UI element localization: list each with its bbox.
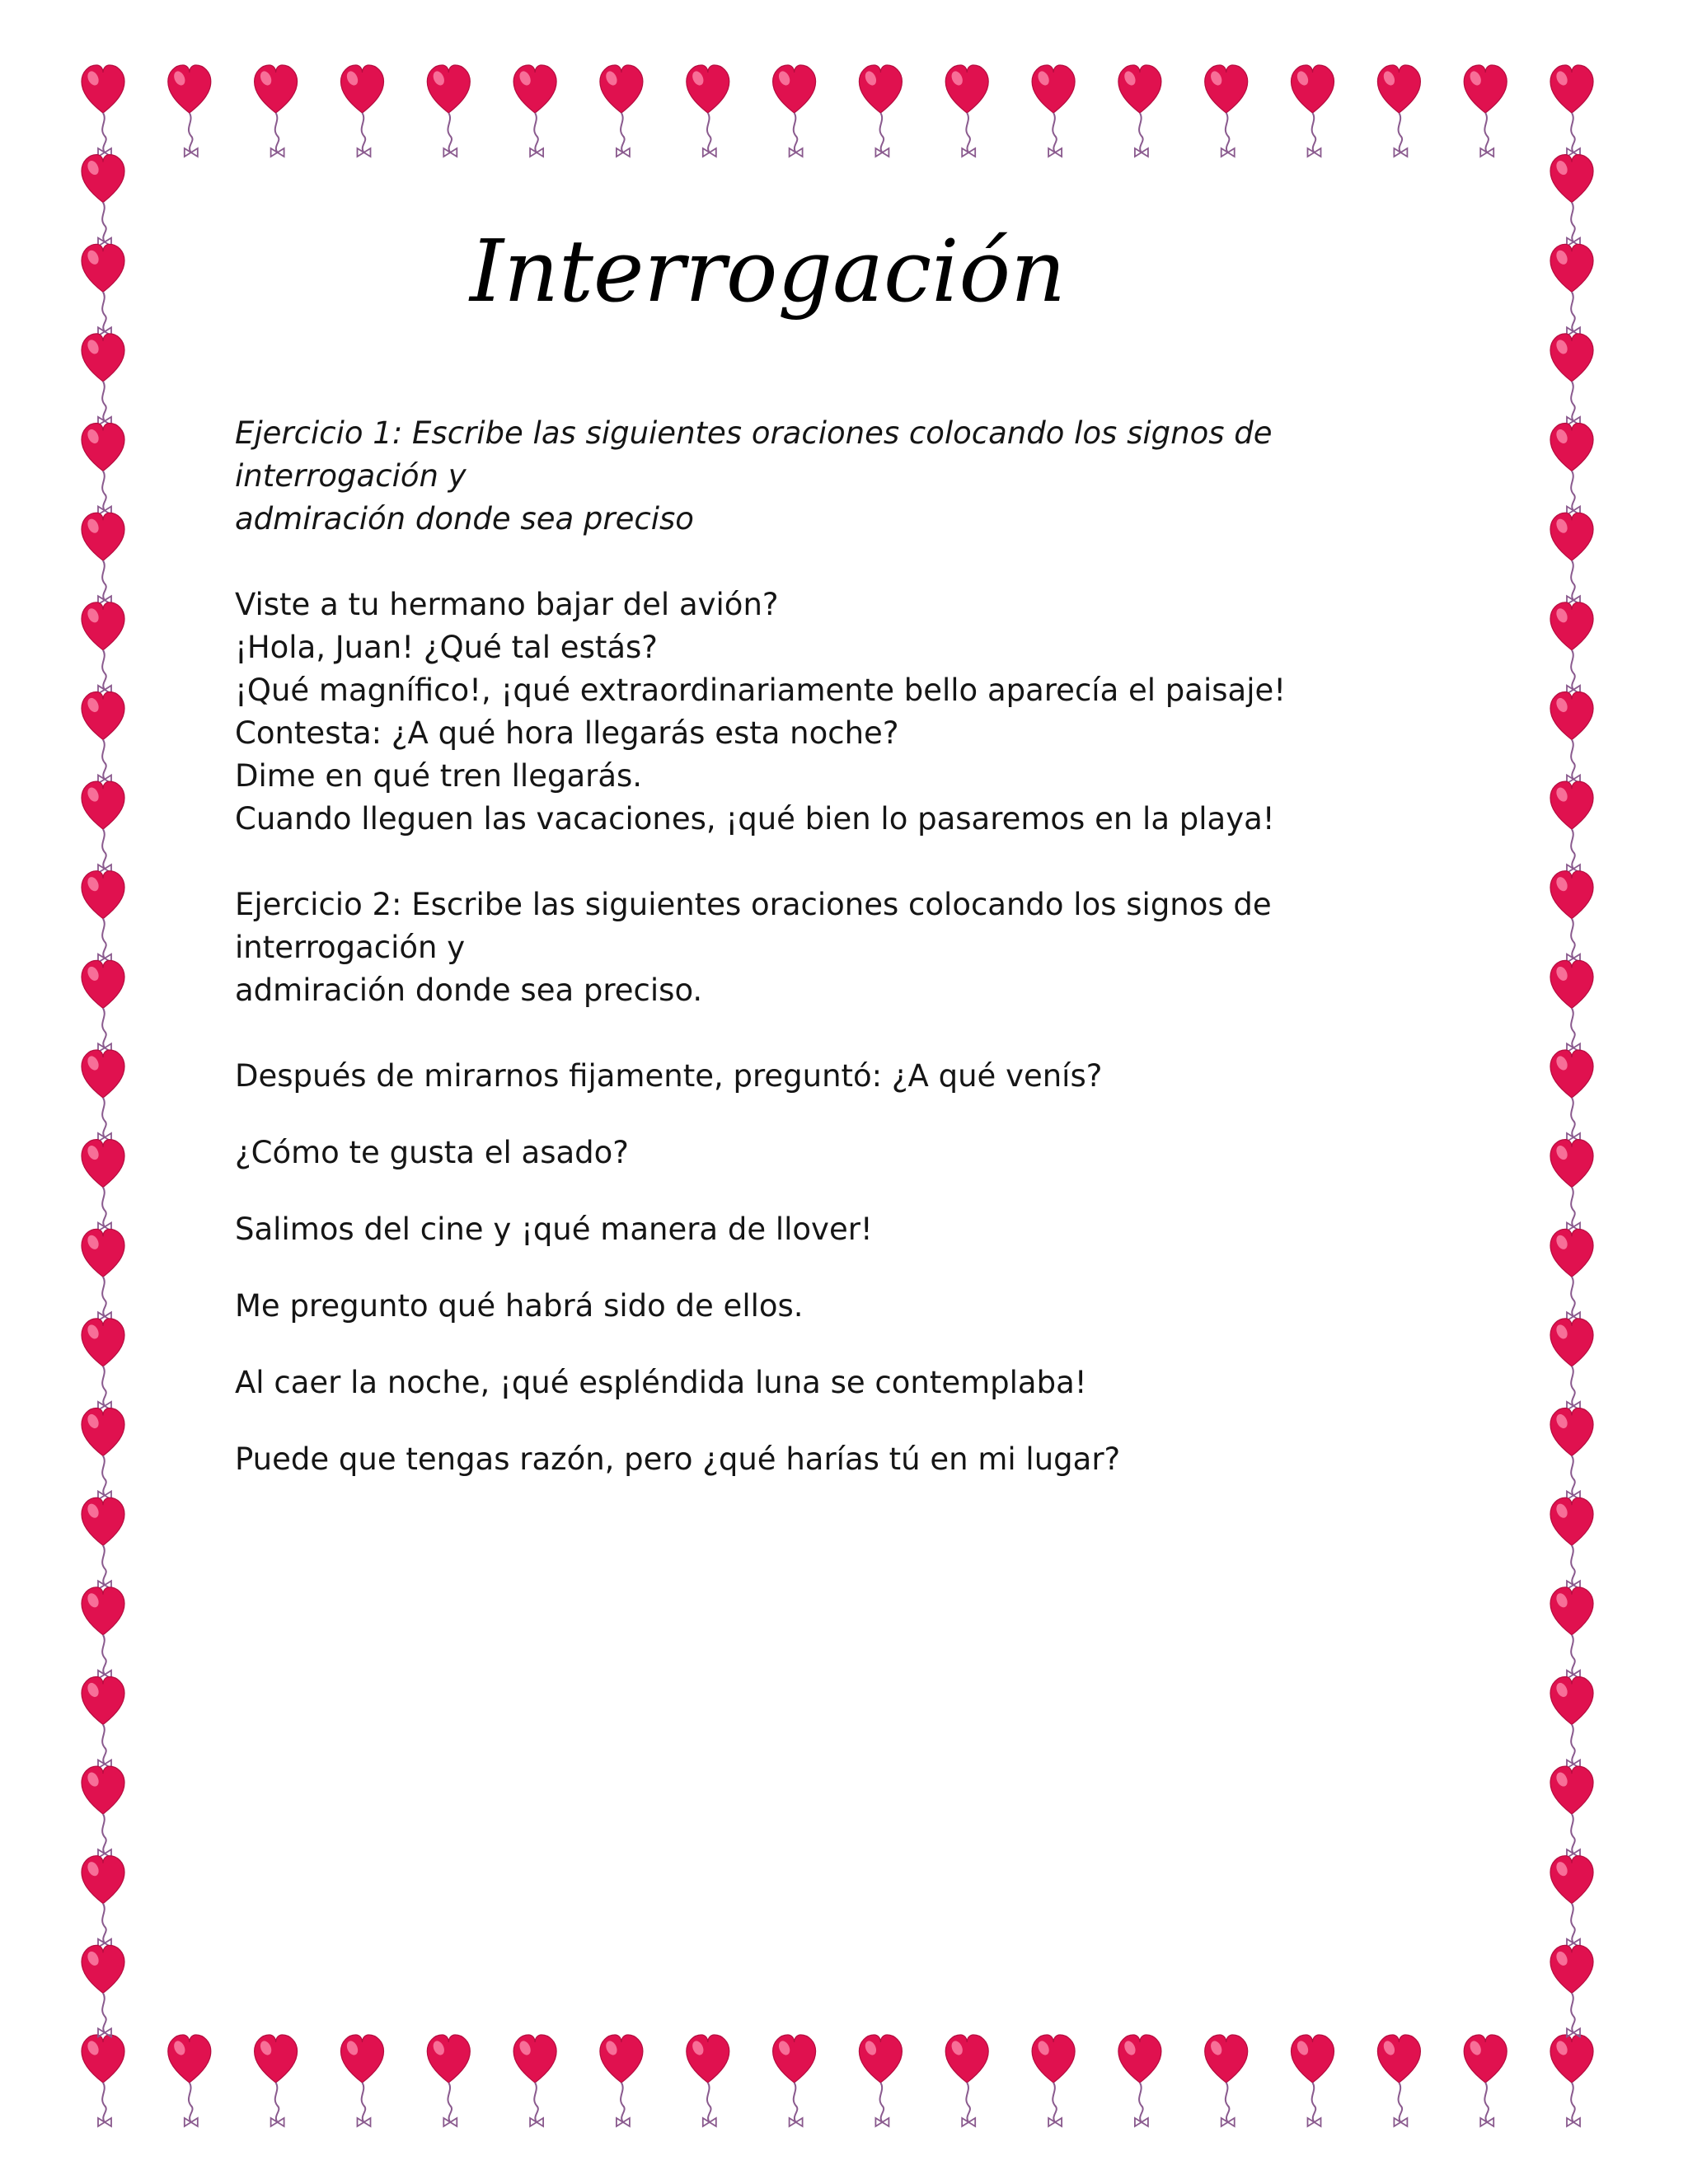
- heart-balloon-icon: [1550, 1856, 1593, 1947]
- heart-balloon-icon: [1550, 65, 1593, 157]
- heart-balloon-icon: [341, 2035, 384, 2126]
- heart-balloon-icon: [859, 65, 902, 157]
- heart-balloon-icon: [1205, 65, 1248, 157]
- heart-balloon-icon: [82, 871, 124, 963]
- exercise-1-instruction-line-1: Ejercicio 1: Escribe las siguientes oraciones colocando los signos de interrogación y: [235, 415, 1273, 494]
- page-title: Interrogación: [470, 221, 1067, 321]
- heart-balloon-icon: [82, 1587, 124, 1679]
- exercise-2-sentence: Al caer la noche, ¡qué espléndida luna se contemplaba!: [235, 1365, 1087, 1400]
- heart-balloon-icon: [513, 2035, 556, 2126]
- heart-balloon-icon: [168, 65, 211, 157]
- exercise-1-instruction: [235, 412, 1471, 541]
- heart-balloon-icon: [1550, 1945, 1593, 2036]
- heart-balloon-icon: [1550, 960, 1593, 1052]
- heart-balloon-icon: [1118, 2035, 1161, 2126]
- heart-balloon-icon: [600, 2035, 643, 2126]
- exercise-1-sentence: Viste a tu hermano bajar del avión?: [235, 587, 779, 622]
- heart-balloon-icon: [1550, 1050, 1593, 1141]
- heart-balloon-icon: [1550, 1497, 1593, 1589]
- heart-balloon-icon: [859, 2035, 902, 2126]
- heart-balloon-icon: [1550, 692, 1593, 784]
- heart-balloon-icon: [1550, 424, 1593, 515]
- heart-balloon-icon: [82, 781, 124, 873]
- heart-balloon-icon: [82, 65, 124, 157]
- heart-balloon-icon: [255, 2035, 298, 2126]
- exercise-2-sentence: Puede que tengas razón, pero ¿qué harías tú en mi lugar?: [235, 1441, 1121, 1477]
- heart-balloon-icon: [427, 65, 470, 157]
- heart-balloon-icon: [82, 424, 124, 515]
- heart-balloon-icon: [1550, 1587, 1593, 1679]
- heart-balloon-icon: [1550, 602, 1593, 694]
- heart-balloon-icon: [82, 960, 124, 1052]
- heart-balloon-icon: [1377, 2035, 1420, 2126]
- exercise-2-sentence: Salimos del cine y ¡qué manera de llover!: [235, 1212, 873, 1247]
- exercise-2-sentence-list: [235, 1055, 1471, 1481]
- heart-balloon-icon: [773, 2035, 816, 2126]
- heart-balloon-icon: [773, 65, 816, 157]
- heart-balloon-icon: [1550, 1408, 1593, 1500]
- heart-balloon-icon: [600, 65, 643, 157]
- exercise-1-sentence: Cuando lleguen las vacaciones, ¡qué bien lo pasaremos en la playa!: [235, 801, 1275, 837]
- heart-balloon-icon: [1550, 1766, 1593, 1858]
- heart-balloon-icon: [1550, 155, 1593, 246]
- heart-balloon-icon: [1550, 1319, 1593, 1410]
- exercise-2-sentence: Me pregunto qué habrá sido de ellos.: [235, 1288, 804, 1324]
- heart-balloon-icon: [1550, 1229, 1593, 1320]
- exercise-2-instruction: [235, 883, 1471, 1012]
- heart-balloon-icon: [82, 334, 124, 425]
- heart-balloon-icon: [82, 1229, 124, 1320]
- exercise-2-sentence: ¿Cómo te gusta el asado?: [235, 1135, 629, 1170]
- heart-balloon-icon: [945, 2035, 988, 2126]
- heart-balloon-icon: [1550, 244, 1593, 335]
- heart-balloon-icon: [82, 244, 124, 335]
- heart-balloon-icon: [1464, 65, 1507, 157]
- heart-balloon-icon: [1550, 1140, 1593, 1231]
- heart-balloon-icon: [82, 1677, 124, 1769]
- heart-balloon-icon: [1550, 2035, 1593, 2126]
- heart-balloon-icon: [687, 2035, 729, 2126]
- heart-balloon-icon: [82, 602, 124, 694]
- exercise-1-instruction-line-2: admiración donde sea preciso: [235, 501, 694, 537]
- heart-balloon-icon: [427, 2035, 470, 2126]
- heart-balloon-icon: [1032, 2035, 1075, 2126]
- heart-balloon-icon: [1550, 781, 1593, 873]
- heart-balloon-icon: [82, 1140, 124, 1231]
- heart-balloon-icon: [255, 65, 298, 157]
- exercise-1-sentence-list: [235, 583, 1471, 841]
- exercise-2-instruction-line-2: admiración donde sea preciso.: [235, 972, 703, 1008]
- heart-balloon-icon: [1032, 65, 1075, 157]
- heart-balloon-icon: [1550, 513, 1593, 604]
- exercise-1-sentence: ¡Qué magnífico!, ¡qué extraordinariamente bello aparecía el paisaje!: [235, 673, 1287, 708]
- heart-balloon-icon: [513, 65, 556, 157]
- exercise-1-sentence: ¡Hola, Juan! ¿Qué tal estás?: [235, 630, 658, 665]
- heart-balloon-icon: [168, 2035, 211, 2126]
- heart-balloon-icon: [82, 2035, 124, 2126]
- heart-balloon-icon: [82, 155, 124, 246]
- heart-balloon-icon: [687, 65, 729, 157]
- heart-balloon-icon: [82, 1766, 124, 1858]
- exercise-2-instruction-line-1: Ejercicio 2: Escribe las siguientes oraciones colocando los signos de interrogación y: [235, 887, 1272, 965]
- heart-balloon-icon: [82, 692, 124, 784]
- heart-balloon-icon: [1550, 334, 1593, 425]
- heart-balloon-icon: [1550, 1677, 1593, 1769]
- heart-balloon-icon: [1377, 65, 1420, 157]
- heart-balloon-icon: [82, 1945, 124, 2036]
- heart-balloon-icon: [945, 65, 988, 157]
- heart-balloon-icon: [341, 65, 384, 157]
- heart-balloon-icon: [1292, 65, 1334, 157]
- heart-balloon-icon: [82, 1856, 124, 1947]
- heart-balloon-icon: [1205, 2035, 1248, 2126]
- heart-balloon-icon: [82, 513, 124, 604]
- heart-balloon-icon: [1292, 2035, 1334, 2126]
- heart-balloon-icon: [1550, 871, 1593, 963]
- exercise-1-sentence: Contesta: ¿A qué hora llegarás esta noche?: [235, 715, 899, 751]
- heart-balloon-icon: [82, 1408, 124, 1500]
- heart-balloon-icon: [1464, 2035, 1507, 2126]
- exercise-1-sentence: Dime en qué tren llegarás.: [235, 758, 643, 794]
- heart-balloon-icon: [1118, 65, 1161, 157]
- worksheet-content: [235, 412, 1471, 1515]
- heart-balloon-icon: [82, 1319, 124, 1410]
- heart-balloon-icon: [82, 1050, 124, 1141]
- heart-balloon-icon: [82, 1497, 124, 1589]
- exercise-2-sentence: Después de mirarnos fijamente, preguntó: ¿A qué venís?: [235, 1058, 1103, 1094]
